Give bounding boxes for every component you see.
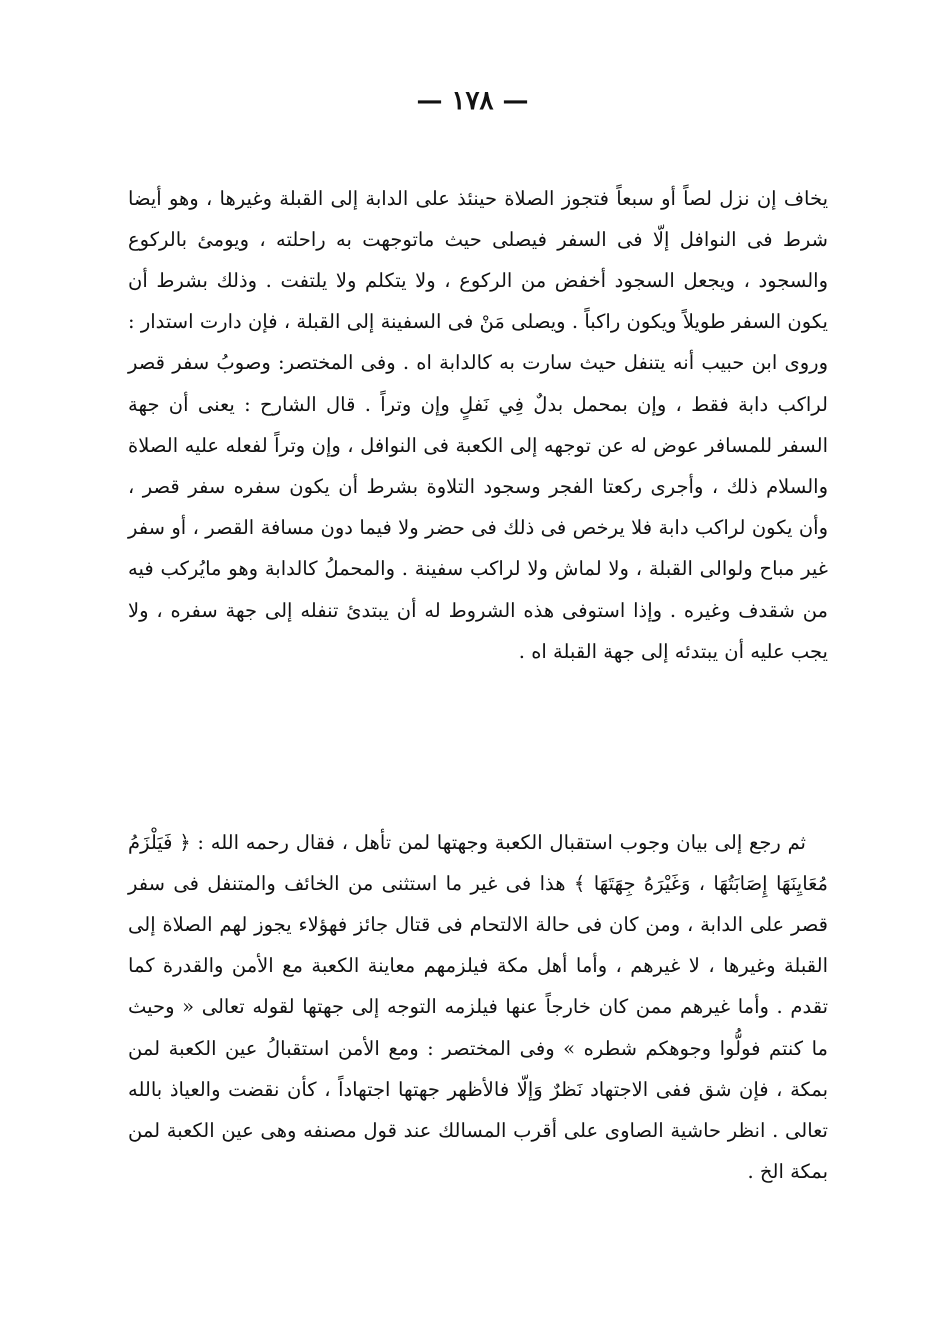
paragraph-2: ثم رجع إلى بيان وجوب استقبال الكعبة وجهتها لمن تأهل ، فقال رحمه الله : ﴿ فَيَلْزَمُ مُعَايِنَهَا إِصَابَتُهَا ، وَغَيْرَهُ جِهَتَهَا ﴾ هذا فى غير ما استثنى من الخائف والمتنفل فى سفر قصر على الدابة ، ومن كان فى حالة الالتحام فى قتال جائز فهؤلاء يجوز لهم الصلاة إلى القبلة وغيرها ، لا غيرهم ، وأما أهل مكة فيلزمهم معاينة الكعبة مع الأمن والقدرة كما تقدم . وأما غيرهم ممن كان خارجاً عنها فيلزمه التوجه إلى جهتها لقوله تعالى « وحيث ما كنتم فولُّوا وجوهكم شطره » وفى المختصر : ومع الأمن استقبالُ عين الكعبة لمن بمكة ، فإن شق ففى الاجتهاد نَظرٌ وَإلّا فالأظهر جهتها اجتهاداً ، كأن نقضت والعياذ بالله تعالى . انظر حاشية الصاوى على أقرب المسالك عند قول مصنفه وهى عين الكعبة لمن بمكة الخ . [128,830,828,1184]
paragraph-1: يخاف إن نزل لصاً أو سبعاً فتجوز الصلاة حينئذ على الدابة إلى القبلة وغيرها ، وهو أيضا شرط فى النوافل إلّا فى السفر فيصلى حيث ماتوجهت به راحلته ، ويومئ بالركوع والسجود ، ويجعل السجود أخفض من الركوع ، ولا يتكلم ولا يلتفت . وذلك بشرط أن يكون السفر طويلاً ويكون راكباً . ويصلى مَنْ فى السفينة إلى القبلة ، فإن دارت استدار : وروى ابن حبيب أنه يتنفل حيث سارت به كالدابة اه . وفى المختصر: وصوبُ سفر قصر لراكب دابة فقط ، وإن بمحمل بدلٌ فِي نَفلٍ وإن وتراً . قال الشارح : يعنى أن جهة السفر للمسافر عوض له عن توجهه إلى الكعبة فى النوافل ، وإن وتراً لفعله عليه الصلاة والسلام ذلك ، وأجرى ركعتا الفجر وسجود التلاوة بشرط أن يكون سفره سفر قصر ، وأن يكون لراكب دابة فلا يرخص فى ذلك فى حضر ولا فيما دون مسافة القصر ، أو سفر غير مباح ولوالى القبلة ، ولا لماش ولا لراكب سفينة . والمحملُ كالدابة وهو مايُركب فيه من شقدف وغيره . وإذا استوفى هذه الشروط له أن يبتدئ تنفله إلى جهة سفره ، ولا يجب عليه أن يبتدئه إلى جهة القبلة اه . [128,186,828,663]
page-number: — ١٧٨ — [416,86,529,116]
